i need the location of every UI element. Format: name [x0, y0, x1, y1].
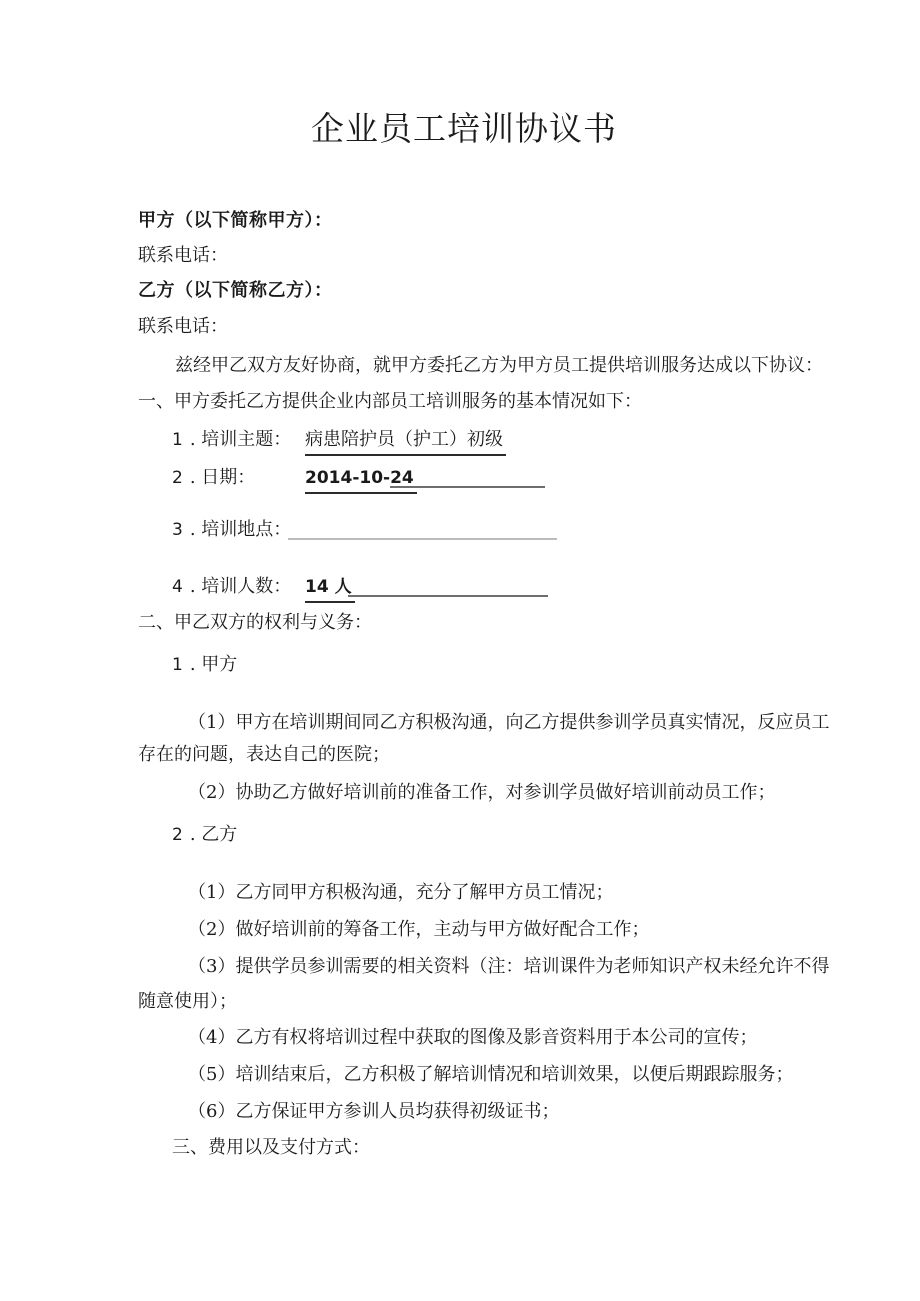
- party-b-clause-4: （4）乙方有权将培训过程中获取的图像及影音资料用于本公司的宣传；: [188, 1027, 758, 1048]
- item-number: 2: [172, 468, 183, 488]
- item-label: . 培训地点：: [189, 519, 292, 540]
- party-b-clause-2: （2）做好培训前的筹备工作，主动与甲方做好配合工作；: [188, 919, 650, 940]
- item-number: 2: [172, 825, 183, 845]
- party-b-clause-5: （5）培训结束后，乙方积极了解培训情况和培训效果，以便后期跟踪服务；: [188, 1064, 794, 1085]
- item-label: . 乙方: [189, 824, 238, 845]
- party-a-clause-1-line-2: 存在的问题，表达自己的医院；: [138, 744, 390, 765]
- party-a-clause-1-line-1: （1）甲方在培训期间同乙方积极沟通，向乙方提供参训学员真实情况，反应员工: [188, 712, 830, 733]
- item-trainee-count: [172, 575, 352, 601]
- item-number: 1: [172, 430, 183, 450]
- blank-underline: [390, 466, 545, 488]
- item-number: 3: [172, 520, 183, 540]
- section-two-heading: 二、甲乙双方的权利与义务：: [138, 612, 372, 633]
- item-label: . 日期：: [189, 467, 256, 488]
- party-a-phone-label: 联系电话：: [138, 245, 228, 266]
- item-training-location: [172, 518, 291, 544]
- party-a-label: 甲方（以下简称甲方）：: [138, 210, 333, 231]
- party-b-subheading: [172, 823, 237, 849]
- blank-underline: [348, 575, 548, 597]
- party-b-label: 乙方（以下简称乙方）：: [138, 280, 333, 301]
- item-label: . 培训主题：: [189, 429, 292, 450]
- trainee-count-value: 14 人: [305, 575, 355, 603]
- item-number: 1: [172, 655, 183, 675]
- party-b-clause-3-line-2: 随意使用）；: [138, 991, 237, 1012]
- training-topic-value: 病患陪护员（护工）初级: [305, 428, 506, 456]
- item-label: . 培训人数：: [189, 576, 292, 597]
- party-b-clause-1: （1）乙方同甲方积极沟通，充分了解甲方员工情况；: [188, 882, 614, 903]
- item-number: 4: [172, 577, 183, 597]
- party-a-subheading: [172, 653, 237, 679]
- blank-underline: [288, 518, 557, 540]
- party-b-phone-label: 联系电话：: [138, 316, 228, 337]
- party-b-clause-3-line-1: （3）提供学员参训需要的相关资料（注：培训课件为老师知识产权未经允许不得: [188, 956, 830, 977]
- item-label: . 甲方: [189, 654, 238, 675]
- party-a-clause-2: （2）协助乙方做好培训前的准备工作，对参训学员做好培训前动员工作；: [188, 782, 776, 803]
- document-title: 企业员工培训协议书: [311, 109, 617, 148]
- section-three-heading: 三、费用以及支付方式：: [172, 1137, 370, 1158]
- item-training-date: [172, 466, 414, 492]
- training-date-value: 2014-10-24: [305, 466, 417, 494]
- preamble-text: 兹经甲乙双方友好协商，就甲方委托乙方为甲方员工提供培训服务达成以下协议：: [175, 355, 823, 376]
- item-training-topic: [172, 428, 503, 454]
- section-one-heading: 一、甲方委托乙方提供企业内部员工培训服务的基本情况如下：: [138, 391, 642, 412]
- party-b-clause-6: （6）乙方保证甲方参训人员均获得初级证书；: [188, 1101, 560, 1122]
